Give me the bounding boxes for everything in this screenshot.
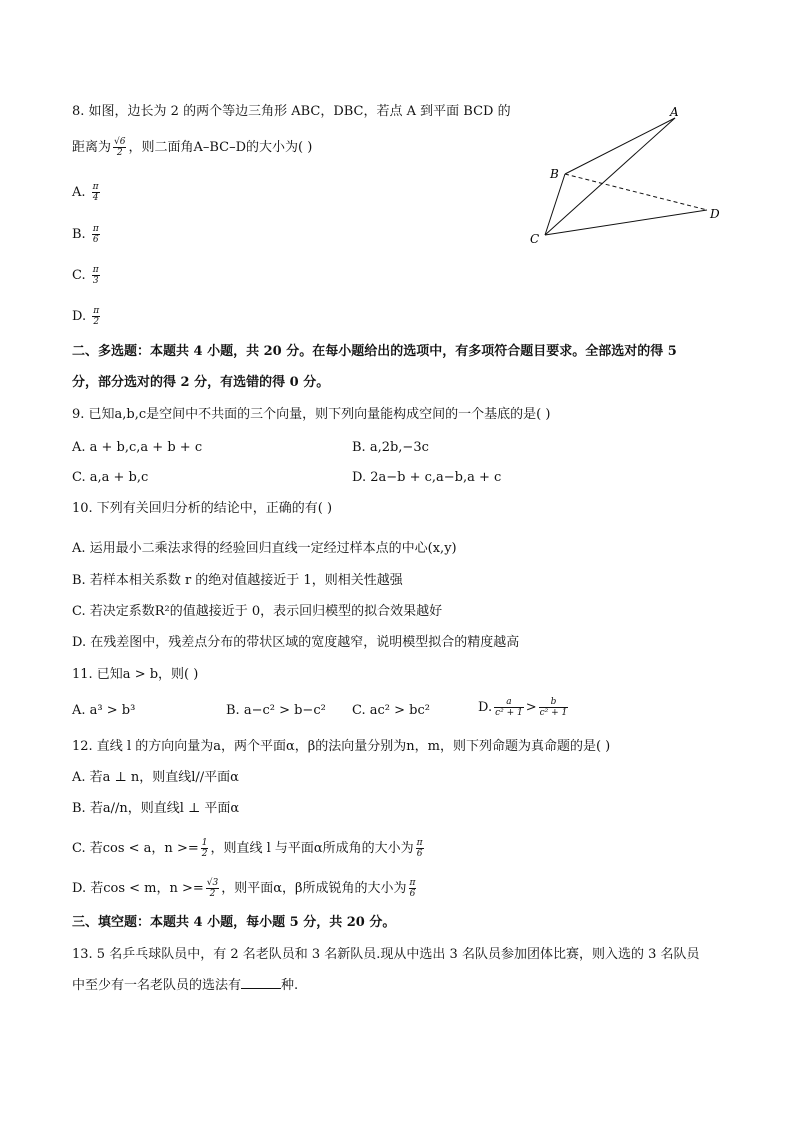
q12-option-a: A. 若a ⊥ n，则直线l//平面α bbox=[72, 770, 239, 785]
q12-option-b: B. 若a//n，则直线l ⊥ 平面α bbox=[72, 801, 240, 816]
q9-option-d: D. 2a−b + c,a−b,a + c bbox=[352, 470, 502, 485]
q8-frac-den: 2 bbox=[116, 148, 123, 158]
q8-option-c bbox=[72, 265, 102, 286]
q11-d-left-frac bbox=[494, 697, 524, 718]
q12-d-frac bbox=[206, 878, 219, 899]
frac-num: π bbox=[93, 306, 100, 316]
frac-den: 6 bbox=[92, 235, 99, 245]
q8-option-c-label: C. bbox=[72, 268, 86, 283]
q8-option-a-label: A. bbox=[72, 185, 86, 200]
label-D: D bbox=[710, 207, 720, 221]
q9-option-c: C. a,a + b,c bbox=[72, 470, 149, 485]
q13-line1: 13. 5 名乒乓球队员中，有 2 名老队员和 3 名新队员.现从中选出 3 名队员参加团体比赛，则入选的 3 名队员 bbox=[72, 947, 700, 962]
q11-d-op: > bbox=[525, 700, 537, 715]
q8-line2-post: ，则二面角A–BC–D的大小为( ) bbox=[128, 140, 313, 155]
q8-option-d-frac bbox=[92, 306, 100, 327]
q12-c-mid: ，则直线 l 与平面α所成角的大小为 bbox=[210, 841, 414, 856]
q9-option-a: A. a + b,c,a + b + c bbox=[72, 440, 203, 455]
frac-den: c² + 1 bbox=[495, 708, 523, 718]
frac-den: c² + 1 bbox=[539, 708, 568, 718]
frac-num: π bbox=[92, 182, 99, 192]
section2-line2: 分，部分选对的得 2 分，有选错的得 0 分。 bbox=[72, 375, 330, 390]
q8-option-b bbox=[72, 224, 102, 245]
section2-line1: 二、多选题：本题共 4 小题，共 20 分。在每小题给出的选项中，有多项符合题目要求。全部选对的得 5 bbox=[72, 344, 677, 359]
frac-num: a bbox=[494, 697, 524, 708]
q8-line2-pre: 距离为 bbox=[72, 140, 112, 155]
q11-option-a: A. a³ > b³ bbox=[72, 703, 136, 718]
q11-option-b: B. a−c² > b−c² bbox=[226, 703, 326, 718]
frac-num: π bbox=[416, 838, 423, 848]
q9-stem: 9. 已知a,b,c是空间中不共面的三个向量，则下列向量能构成空间的一个基底的是( ) bbox=[72, 407, 551, 422]
q13-line2 bbox=[72, 976, 298, 995]
q8-option-c-frac bbox=[92, 265, 100, 286]
q12-c-pre: C. 若cos < a，n >= bbox=[72, 841, 199, 856]
q11-option-c: C. ac² > bc² bbox=[352, 703, 430, 718]
frac-num: √3 bbox=[206, 878, 219, 888]
q12-d-mid: ，则平面α，β所成锐角的大小为 bbox=[221, 881, 407, 896]
q11-d-right-frac bbox=[539, 697, 569, 718]
q11-stem: 11. 已知a > b，则( ) bbox=[72, 667, 199, 682]
q12-c-frac bbox=[201, 838, 209, 859]
frac-den: 6 bbox=[416, 849, 423, 859]
q10-option-c: C. 若决定系数R²的值越接近于 0，表示回归模型的拟合效果越好 bbox=[72, 604, 443, 619]
section3-line1: 三、填空题：本题共 4 小题，每小题 5 分，共 20 分。 bbox=[72, 915, 396, 930]
edge-BD-hidden bbox=[565, 174, 707, 210]
frac-num: 1 bbox=[201, 838, 208, 848]
label-C: C bbox=[530, 232, 540, 246]
q10-option-d: D. 在残差图中，残差点分布的带状区域的宽度越窄，说明模型拟合的精度越高 bbox=[72, 635, 520, 650]
frac-den: 2 bbox=[209, 889, 216, 899]
q12-d-pre: D. 若cos < m，n >= bbox=[72, 881, 204, 896]
q8-option-a bbox=[72, 182, 102, 203]
q8-line1: 8. 如图，边长为 2 的两个等边三角形 ABC，DBC，若点 A 到平面 BCD 的 bbox=[72, 104, 511, 119]
label-A: A bbox=[670, 105, 679, 119]
q12-d-ans-frac bbox=[409, 878, 417, 899]
q9-option-b: B. a,2b,−3c bbox=[352, 440, 429, 455]
q10-option-b: B. 若样本相关系数 r 的绝对值越接近于 1，则相关性越强 bbox=[72, 573, 403, 588]
frac-den: 4 bbox=[92, 193, 99, 203]
q8-option-a-frac bbox=[92, 182, 100, 203]
q8-option-b-frac bbox=[92, 224, 100, 245]
q13-line2-pre: 中至少有一名老队员的选法有 bbox=[72, 978, 242, 993]
frac-den: 2 bbox=[93, 317, 100, 327]
frac-den: 2 bbox=[201, 849, 208, 859]
q8-option-b-label: B. bbox=[72, 227, 86, 242]
frac-num: π bbox=[92, 224, 99, 234]
q12-stem: 12. 直线 l 的方向向量为a，两个平面α，β的法向量分别为n，m，则下列命题为真命题的是( ) bbox=[72, 739, 611, 754]
q13-line2-post: 种. bbox=[281, 978, 299, 993]
q10-stem: 10. 下列有关回归分析的结论中，正确的有( ) bbox=[72, 501, 333, 516]
q10-option-a: A. 运用最小二乘法求得的经验回归直线一定经过样本点的中心(x,y) bbox=[72, 541, 457, 556]
frac-num: π bbox=[92, 265, 99, 275]
q8-distance-fraction bbox=[113, 137, 126, 158]
q13-answer-blank[interactable] bbox=[241, 976, 281, 989]
q11-option-d bbox=[478, 697, 570, 718]
q11-option-d-label: D. bbox=[478, 700, 493, 715]
q8-frac-num: √6 bbox=[114, 137, 126, 147]
edge-AB bbox=[565, 118, 675, 174]
frac-num: b bbox=[539, 697, 569, 708]
q12-option-d bbox=[72, 878, 418, 899]
q8-option-d-label: D. bbox=[72, 309, 87, 324]
q8-option-d bbox=[72, 306, 102, 327]
q8-tetrahedron-figure bbox=[520, 100, 730, 250]
q12-option-c bbox=[72, 838, 426, 859]
frac-den: 3 bbox=[92, 276, 99, 286]
q8-line2 bbox=[72, 137, 312, 158]
q12-c-ans-frac bbox=[416, 838, 424, 859]
frac-den: 6 bbox=[409, 889, 416, 899]
label-B: B bbox=[550, 167, 559, 181]
frac-num: π bbox=[409, 878, 416, 888]
